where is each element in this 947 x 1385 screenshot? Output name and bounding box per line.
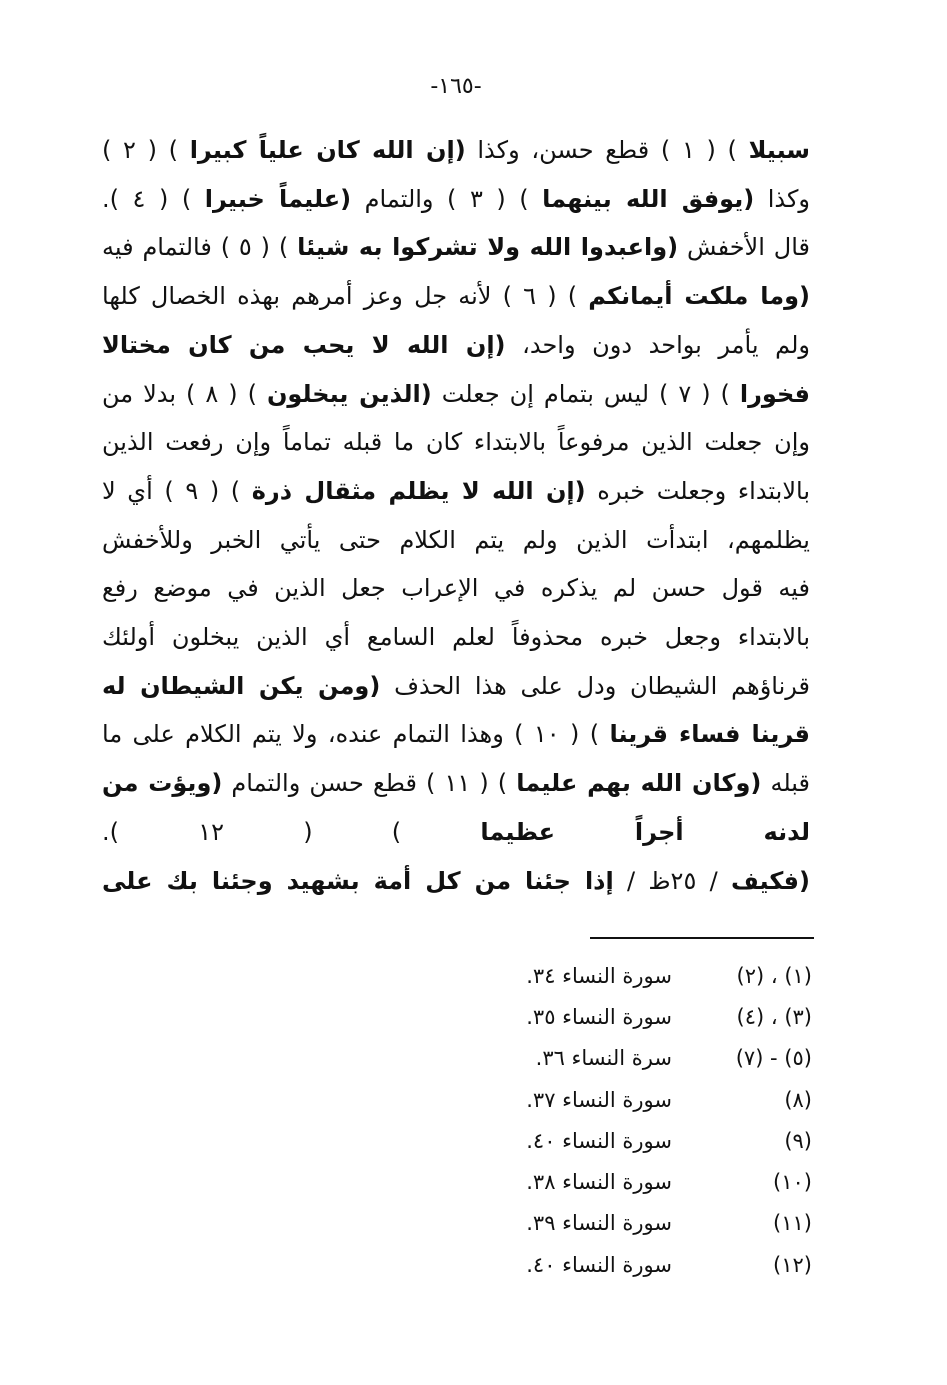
footnote-item — [380, 1079, 812, 1120]
page-number: -١٦٥- — [430, 74, 482, 99]
footnote-source: سورة النساء ٤٠. — [526, 1252, 672, 1277]
main-text — [102, 126, 810, 905]
quran-quote: (يوفق الله بينهما — [542, 184, 755, 213]
text-line — [102, 613, 810, 662]
text-segment: ) ( ٧ ) ليس بتمام إن جعلت — [431, 379, 740, 408]
text-segment: ولم يأمر بواحد دون واحد، — [505, 330, 810, 359]
text-segment: وكذا — [754, 184, 810, 213]
text-segment: ) ( ٤ ). — [102, 184, 205, 213]
text-line — [102, 516, 810, 565]
footnote-item — [380, 996, 812, 1037]
footnote-source: سورة النساء ٤٠. — [526, 1128, 672, 1153]
quran-quote: (واعبدوا الله ولا تشركوا به شيئا — [297, 233, 679, 262]
footnote-item — [380, 1244, 812, 1285]
footnote-ref: (١١) — [773, 1211, 812, 1236]
text-segment: ) ( ٥ ) فالتمام فيه — [102, 233, 298, 262]
text-segment: ) ( ٢ ) — [102, 136, 190, 164]
footnote-source: سرة النساء ٣٦. — [535, 1046, 672, 1071]
text-line — [102, 808, 810, 857]
text-line — [102, 321, 810, 370]
quran-quote: إذا جئنا من كل أمة بشهيد وجئنا بك على — [102, 866, 614, 895]
text-segment: بالابتداء وجعل خبره محذوفاً لعلم السامع أي الذين يبخلون أولئك — [102, 623, 810, 652]
footnote-item — [380, 1038, 812, 1079]
text-segment: فيه قول حسن لم يذكره في الإعراب جعل الذين في موضع رفع — [102, 574, 810, 603]
footnote-ref: (١٠) — [773, 1170, 812, 1195]
footnote-ref: (٩) — [784, 1128, 812, 1153]
footnote-source: سورة النساء ٣٤. — [526, 963, 672, 988]
footnote-source: سورة النساء ٣٩. — [526, 1211, 672, 1236]
text-segment: قال الأخفش — [678, 233, 810, 262]
text-line — [102, 272, 810, 321]
quran-quote: (إن الله كان علياً كبيرا — [189, 136, 466, 164]
text-line — [102, 418, 810, 467]
text-line — [102, 467, 810, 516]
footnote-item — [380, 955, 812, 996]
quran-quote: (وكان الله بهم عليما — [516, 769, 762, 798]
quran-quote: (إن الله لا يحب من كان مختالا — [102, 330, 506, 359]
text-segment: ) ( ٩ ) أي لا — [102, 476, 252, 505]
footnote-item — [380, 1203, 812, 1244]
text-segment: قرناؤهم الشيطان ودل على هذا الحذف — [380, 671, 810, 700]
text-segment: يظلمهم، ابتدأت الذين ولم يتم الكلام حتى يأتي الخبر وللأخفش — [102, 525, 810, 554]
text-segment: ) ( ١٠ ) وهذا التمام عنده، ولا يتم الكلام على ما — [102, 720, 610, 749]
text-line — [102, 370, 810, 419]
footnote-ref: (٥) - (٧) — [735, 1046, 812, 1071]
text-line — [102, 857, 810, 906]
text-segment: ) ( ٦ ) لأنه جل وعز أمرهم بهذه الخصال كلها — [102, 282, 589, 311]
text-line — [102, 223, 810, 272]
footnote-divider — [590, 937, 814, 939]
footnote-ref: (٣) ، (٤) — [736, 1004, 812, 1029]
text-line — [102, 759, 810, 808]
text-segment: قبله — [761, 769, 810, 798]
quran-quote: (إن الله لا يظلم مثقال ذرة — [251, 476, 586, 505]
footnote-item — [380, 1161, 812, 1202]
footnote-source: سورة النساء ٣٨. — [526, 1170, 672, 1195]
text-line — [102, 564, 810, 613]
text-segment: ) ( ٨ ) بدلا من — [102, 379, 267, 408]
text-segment: ) ( ١٢ ). — [102, 817, 481, 846]
text-segment: ) ( ١١ ) قطع حسن والتمام — [222, 769, 517, 798]
text-segment: ) ( ٣ ) والتمام — [351, 184, 543, 213]
text-line — [102, 662, 810, 711]
text-line — [102, 710, 810, 759]
text-segment: ) ( ١ ) قطع حسن، وكذا — [465, 136, 749, 164]
footnote-source: سورة النساء ٣٧. — [526, 1087, 672, 1112]
quran-quote: سبيلا — [748, 136, 810, 164]
quran-quote: فخورا — [739, 379, 810, 408]
text-segment: / ٢٥ظ / — [613, 866, 731, 895]
quran-quote: (عليماً خبيرا — [204, 184, 352, 213]
footnotes-list — [380, 955, 812, 1285]
footnote-item — [380, 1120, 812, 1161]
quran-quote: (وما ملكت أيمانكم — [588, 282, 810, 311]
quran-quote: (الذين يبخلون — [266, 379, 432, 408]
quran-quote: (ويؤت من — [102, 769, 223, 798]
text-line — [102, 175, 810, 224]
quran-quote: لدنه أجراً عظيما — [480, 817, 810, 846]
footnote-ref: (١) ، (٢) — [736, 963, 812, 988]
quran-quote: (فكيف — [730, 866, 810, 895]
footnote-source: سورة النساء ٣٥. — [526, 1004, 672, 1029]
text-segment: بالابتداء وجعلت خبره — [585, 476, 810, 505]
text-segment: وإن جعلت الذين مرفوعاً بالابتداء كان ما قبله تماماً وإن رفعت الذين — [102, 428, 810, 457]
quran-quote: قرينا فساء قرينا — [609, 720, 810, 749]
quran-quote: (ومن يكن الشيطان له — [102, 671, 381, 700]
footnote-ref: (١٢) — [773, 1252, 812, 1277]
text-line — [102, 126, 810, 175]
footnote-ref: (٨) — [784, 1087, 812, 1112]
